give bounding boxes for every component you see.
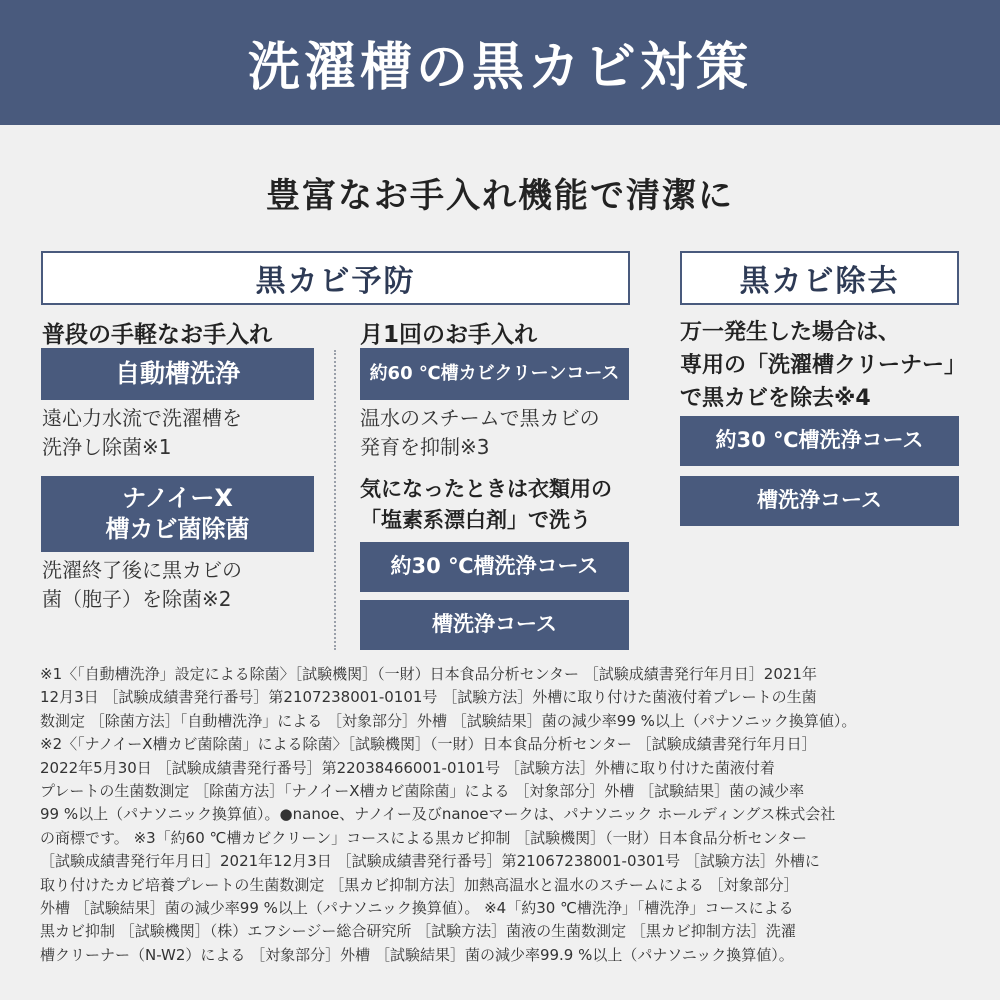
page-header [0,0,1000,125]
tub-mold-clean-course-badge [360,348,629,400]
removal-tub-wash-30c-course-label: 約30 ℃槽洗浄コース [715,428,924,453]
removal-tub-wash-course-label: 槽洗浄コース [757,488,882,513]
tub-wash-30c-course-badge [360,542,629,592]
column-divider [334,350,336,650]
removal-tub-wash-course-badge [680,476,959,526]
auto-tub-clean-badge [41,348,314,400]
monthly-care-heading: 月1回のお手入れ [360,322,538,348]
prevention-label-box [41,251,630,305]
nanoe-x-label-line1: ナノイーX [122,483,233,512]
nanoe-x-desc-line1: 洗濯終了後に黒カビの [42,558,242,582]
tub-wash-course-badge [360,600,629,650]
auto-tub-clean-label: 自動槽洗浄 [114,358,240,388]
tub-mold-clean-course-label: 約60 ℃槽カビクリーンコース [369,363,620,385]
removal-label: 黒カビ除去 [739,264,900,299]
bleach-heading-line2: 「塩素系漂白剤」で洗う [360,508,591,532]
tub-wash-30c-course-label: 約30 ℃槽洗浄コース [390,554,599,579]
nanoe-x-desc [42,556,242,614]
monthly-care-desc-line1: 温水のスチームで黒カビの [360,406,600,430]
prevention-label: 黒カビ予防 [255,264,416,299]
removal-desc-line1: 万一発生した場合は、 [680,320,901,345]
removal-desc-line2: 専用の「洗濯槽クリーナー」 [680,353,967,378]
removal-desc [680,316,966,415]
footnotes: ※1〈「自動槽洗浄」設定による除菌〉［試験機関］（一財）日本食品分析センター ［試験成績書発行年月日］2021年 12月3日 ［試験成績書発行番号］第2107238001-0101号 ［試験方法］外槽に取り付けた菌液付着プレートの生菌 数測定 ［除菌方法］「自動槽洗浄」による ［対象部分］外槽 ［試験結果］菌の減少率99 %以上（パナソニック換算値）。 ※2〈「ナノイーX槽カビ菌除菌」による除菌〉［試験機関］（一財）日本食品分析センター ［試験成績書発行年月日］ 2022年5月30日 ［試験成績書発行番号］第22038466001-0101号 ［試験方法］外槽に取り付けた菌液付着 プレートの生菌数測定 ［除菌方法］「ナノイーX槽カビ菌除菌」による ［対象部分］外槽 ［試験結果］菌の減少率 99 %以上（パナソニック換算値）。●nanoe、ナノイー及びnanoeマークは、パナソニック ホールディングス株式会社 の商標です。 ※3「約60 ℃槽カビクリーン」コースによる黒カビ抑制 ［試験機関］（一財）日本食品分析センター ［試験成績書発行年月日］2021年12月3日 ［試験成績書発行番号］第21067238001-0301号 ［試験方法］外槽に 取り付けたカビ培養プレートの生菌数測定 ［黒カビ抑制方法］加熱高温水と温水のスチームによる ［対象部分］ 外槽 ［試験結果］菌の減少率99 %以上（パナソニック換算値）。 ※4「約30 ℃槽洗浄」「槽洗浄」コースによる 黒カビ抑制 ［試験機関］（株）エフシージー総合研究所 ［試験方法］菌液の生菌数測定 ［黒カビ抑制方法］洗濯 槽クリーナー（N-W2）による ［対象部分］外槽 ［試験結果］菌の減少率99.9 %以上（パナソニック換算値）。 [40,665,857,964]
daily-care-heading: 普段の手軽なお手入れ [42,322,272,348]
nanoe-x-label-line2: 槽カビ菌除菌 [105,515,250,543]
removal-tub-wash-30c-course-badge [680,416,959,466]
page-title: 洗濯槽の黒カビ対策 [247,38,752,98]
tub-wash-course-label: 槽洗浄コース [432,612,557,637]
subtitle: 豊富なお手入れ機能で清潔に [266,176,734,216]
bleach-heading [360,474,612,536]
removal-desc-line3: で黒カビを除去※4 [680,386,871,411]
auto-tub-clean-desc-line1: 遠心力水流で洗濯槽を [42,406,242,430]
monthly-care-desc-line2: 発育を抑制※3 [360,435,490,459]
bleach-heading-line1: 気になったときは衣類用の [360,477,612,501]
nanoe-x-desc-line2: 菌（胞子）を除菌※2 [42,587,232,611]
nanoe-x-badge [41,476,314,552]
removal-label-box [680,251,959,305]
auto-tub-clean-desc-line2: 洗浄し除菌※1 [42,435,172,459]
monthly-care-desc [360,404,600,462]
auto-tub-clean-desc [42,404,242,462]
